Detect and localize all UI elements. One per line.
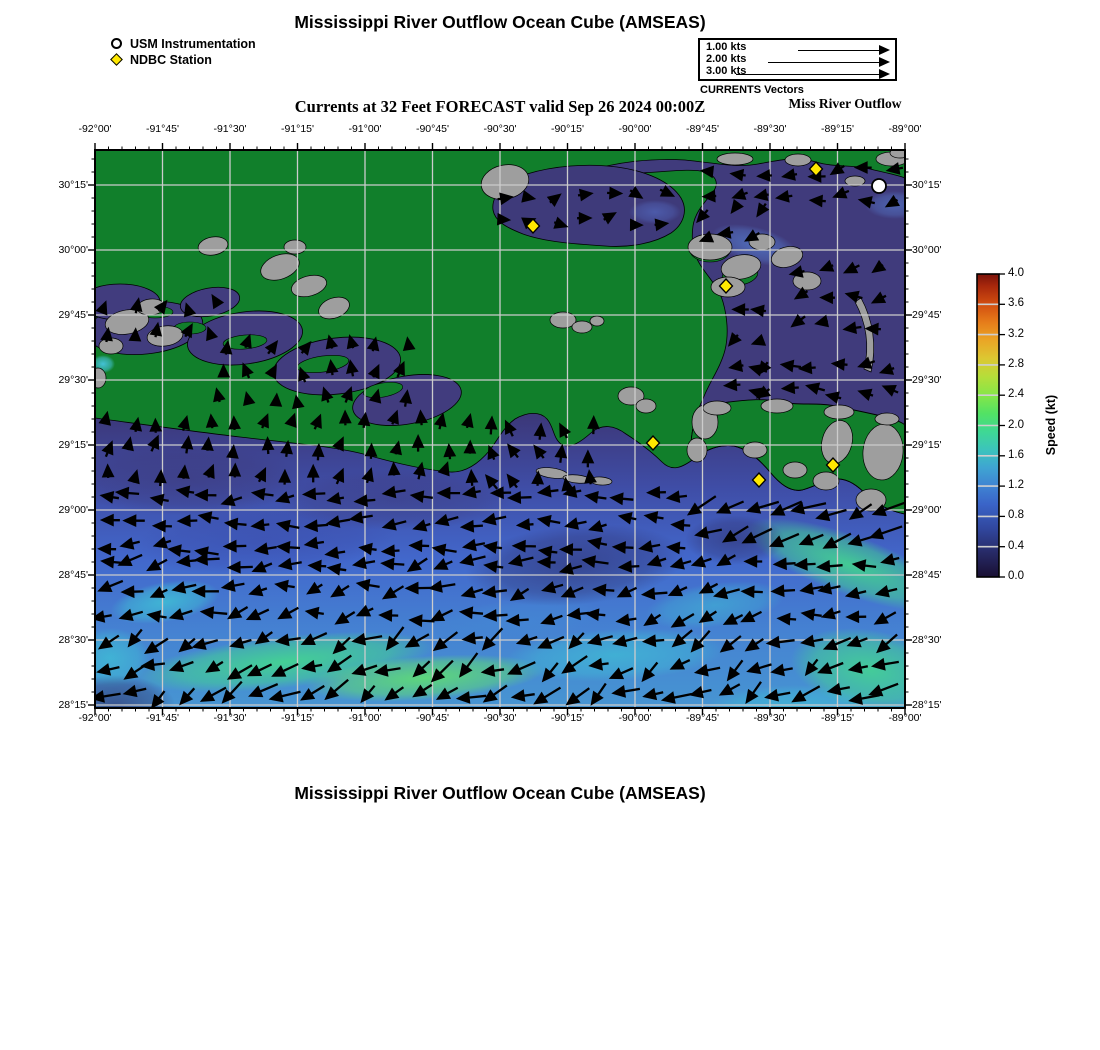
colorbar-tick-label: 0.8	[1008, 509, 1024, 522]
legend-ndbc	[110, 52, 256, 68]
lat-tick-label: 29°30'	[58, 373, 88, 386]
colorbar-tick-label: 3.6	[1008, 297, 1024, 310]
lat-tick-label: 30°00'	[912, 243, 942, 256]
vectors-caption: CURRENTS Vectors	[700, 84, 804, 96]
gray-island	[717, 153, 753, 165]
map-canvas	[95, 150, 905, 708]
page-title: Mississippi River Outflow Ocean Cube (AMSEAS)	[294, 12, 706, 32]
lon-tick-label: -91°15'	[280, 712, 315, 724]
vector-scale-box	[698, 38, 897, 81]
lat-tick-label: 29°45'	[58, 308, 88, 321]
lat-tick-label: 29°30'	[912, 373, 942, 386]
lat-tick-label: 28°15'	[58, 698, 88, 711]
lon-tick-label: -91°45'	[145, 712, 180, 724]
lon-tick-label: -89°30'	[753, 712, 787, 724]
gray-island	[761, 399, 793, 413]
lon-tick-label: -90°45'	[415, 712, 450, 724]
colorbar-tick-label: 1.6	[1008, 448, 1024, 461]
lat-tick-label: 30°15'	[912, 178, 942, 191]
lon-tick-label: -89°15'	[820, 123, 855, 135]
colorbar-tick-label: 2.8	[1008, 357, 1024, 370]
gray-island	[824, 405, 854, 419]
lon-tick-label: -91°30'	[213, 712, 247, 724]
legend-ndbc-label: NDBC Station	[130, 53, 212, 67]
gray-island	[703, 401, 731, 415]
lat-tick-label: 29°15'	[58, 438, 88, 451]
lat-tick-label: 28°30'	[58, 633, 88, 646]
lon-tick-label: -92°00'	[78, 712, 112, 724]
ndbc-diamond-icon	[110, 52, 126, 68]
gray-island	[875, 413, 899, 425]
lat-tick-label: 29°00'	[912, 503, 942, 516]
gray-island	[636, 399, 656, 413]
vector-scale-label: 2.00 kts	[706, 53, 747, 65]
colorbar-tick-label: 2.4	[1008, 388, 1024, 401]
colorbar-axis-label: Speed (kt)	[1044, 394, 1058, 456]
gray-island	[785, 154, 811, 166]
speed-blob	[275, 470, 515, 530]
vector-scale-label: 1.00 kts	[706, 41, 747, 53]
lon-tick-label: -89°45'	[685, 123, 720, 135]
lon-tick-label: -91°15'	[280, 123, 315, 135]
lon-tick-label: -90°15'	[550, 123, 585, 135]
vector-scale-label: 3.00 kts	[706, 65, 747, 77]
lon-tick-label: -90°15'	[550, 712, 585, 724]
lon-tick-label: -90°45'	[415, 123, 450, 135]
lat-tick-label: 28°30'	[912, 633, 942, 646]
lon-tick-label: -91°00'	[348, 123, 382, 135]
gray-island	[590, 316, 604, 326]
lon-tick-label: -89°15'	[820, 712, 855, 724]
colorbar-tick-label: 4.0	[1008, 267, 1024, 279]
lon-tick-label: -90°30'	[483, 123, 517, 135]
lat-tick-label: 29°45'	[912, 308, 942, 321]
lat-tick-label: 28°45'	[58, 568, 88, 581]
lon-tick-label: -89°00'	[888, 712, 922, 724]
lon-tick-label: -92°00'	[78, 123, 112, 135]
lon-tick-label: -89°45'	[685, 712, 720, 724]
usm-station-marker	[872, 179, 886, 193]
lon-tick-label: -89°00'	[888, 123, 922, 135]
gray-island	[284, 240, 306, 254]
legend-usm-label: USM Instrumentation	[130, 37, 256, 51]
colorbar-tick-label: 0.0	[1008, 570, 1024, 582]
usm-circle-icon	[110, 36, 126, 52]
region-label: Miss River Outflow	[788, 96, 902, 111]
lat-tick-label: 29°00'	[58, 503, 88, 516]
lat-tick-label: 28°45'	[912, 568, 942, 581]
lat-tick-label: 29°15'	[912, 438, 942, 451]
legend-usm	[110, 36, 256, 52]
colorbar	[977, 274, 999, 577]
gray-island	[783, 462, 807, 478]
speed-blob	[65, 445, 305, 515]
lon-tick-label: -90°30'	[483, 712, 517, 724]
lon-tick-label: -90°00'	[618, 712, 652, 724]
bottom-title: Mississippi River Outflow Ocean Cube (AMSEAS)	[294, 783, 706, 803]
gray-island	[90, 368, 106, 388]
colorbar-tick-label: 3.2	[1008, 327, 1024, 340]
lon-tick-label: -91°00'	[348, 712, 382, 724]
lon-tick-label: -89°30'	[753, 123, 787, 135]
vector-scale-row	[706, 65, 890, 78]
gray-island	[813, 472, 839, 490]
lat-tick-label: 30°15'	[58, 178, 88, 191]
forecast-subtitle: Currents at 32 Feet FORECAST valid Sep 26 2024 00:00Z	[294, 97, 706, 116]
colorbar-tick-label: 2.0	[1008, 418, 1024, 431]
marker-legend	[110, 36, 256, 68]
lon-tick-label: -91°45'	[145, 123, 180, 135]
colorbar-tick-label: 1.2	[1008, 479, 1024, 492]
lon-tick-label: -90°00'	[618, 123, 652, 135]
lat-tick-label: 28°15'	[912, 698, 942, 711]
lon-tick-label: -91°30'	[213, 123, 247, 135]
gray-island	[572, 321, 592, 333]
lat-tick-label: 30°00'	[58, 243, 88, 256]
gray-island	[687, 438, 707, 462]
colorbar-tick-label: 0.4	[1008, 539, 1024, 552]
vector-arrow-icon	[736, 70, 890, 79]
